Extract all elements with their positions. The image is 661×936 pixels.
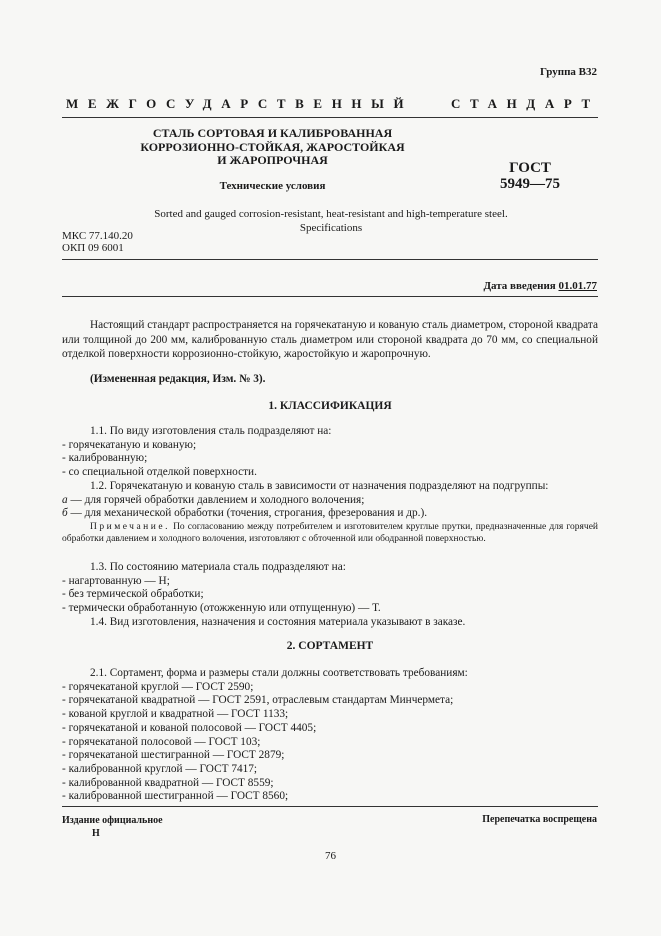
list-item: - калиброванной шестигранной — ГОСТ 8560; <box>62 790 289 803</box>
title-line-1: СТАЛЬ СОРТОВАЯ И КАЛИБРОВАННАЯ <box>152 126 393 140</box>
official-edition-label: Издание официальное <box>62 815 163 826</box>
list-item: - горячекатаной квадратной — ГОСТ 2591, отраслевым стандартам Минчермета; <box>62 694 454 707</box>
gost-number: 5949—75 <box>500 176 560 192</box>
list-item: - без термической обработки; <box>62 588 204 601</box>
list-item: - горячекатаной и кованой полосовой — ГОСТ 4405; <box>62 721 317 734</box>
note <box>62 521 598 545</box>
gost-designation <box>495 160 565 192</box>
section-1-body-cont <box>62 561 598 630</box>
okp-code: ОКП 09 6001 <box>62 242 124 254</box>
subgroup-b <box>62 507 598 521</box>
subtitle: Технические условия <box>219 180 326 192</box>
date-rule <box>62 296 598 297</box>
official-mark: Н <box>92 828 100 839</box>
introduction-date <box>483 280 597 292</box>
subgroup-b-text: — для механической обработки (точения, строгания, фрезерования и др.). <box>67 507 428 520</box>
title-line-2: КОРРОЗИОННО-СТОЙКАЯ, ЖАРОСТОЙКАЯ <box>140 139 405 154</box>
subgroup-b-letter: б <box>62 507 68 520</box>
list-item: - горячекатаной шестигранной — ГОСТ 2879; <box>62 749 285 762</box>
english-title-line-2: Specifications <box>299 222 363 234</box>
classification-codes <box>62 230 133 254</box>
list-item: - нагартованную — Н; <box>62 574 170 587</box>
list-item: - калиброванной круглой — ГОСТ 7417; <box>62 762 258 775</box>
list-item: - со специальной отделкой поверхности. <box>62 466 257 479</box>
list-item: - термически обработанную (отожженную или отпущенную) — Т. <box>62 602 381 615</box>
english-title-line-1: Sorted and gauged corrosion-resistant, heat-resistant and high-temperature steel. <box>154 208 508 220</box>
list-item: - горячекатаную и кованую; <box>62 438 197 451</box>
official-edition <box>62 814 163 840</box>
note-text: По согласованию между потребителем и изготовителем круглые прутки, предназначенные для горячей обработки давлением и холодного волочения, изготовляют с обточенной или ободранной поверхностью. <box>62 522 598 544</box>
edition-note: (Измененная редакция, Изм. № 3). <box>90 373 266 385</box>
section-2-body <box>62 667 598 804</box>
reprint-notice: Перепечатка воспрещена <box>482 814 597 825</box>
section-2-heading: 2. СОРТАМЕНТ <box>286 640 374 652</box>
title-line-3: И ЖАРОПРОЧНАЯ <box>217 153 328 167</box>
clause-1-4: 1.4. Вид изготовления, назначения и состояния материала указывают в заказе. <box>90 615 466 628</box>
clause-1-2: 1.2. Горячекатаную и кованую сталь в зависимости от назначения подразделяют на подгруппы: <box>90 479 549 492</box>
interstate-label: МЕЖГОСУДАРСТВЕННЫЙ <box>66 96 414 111</box>
date-value: 01.01.77 <box>558 280 597 292</box>
group-code: Группа В32 <box>539 66 597 78</box>
list-item: - калиброванную; <box>62 452 148 465</box>
list-item: - горячекатаной круглой — ГОСТ 2590; <box>62 680 254 693</box>
section-1-heading: 1. КЛАССИФИКАЦИЯ <box>268 400 392 412</box>
list-item: - кованой круглой и квадратной — ГОСТ 1133; <box>62 708 289 721</box>
clause-1-1: 1.1. По виду изготовления сталь подразделяют на: <box>90 425 332 437</box>
subgroup-a <box>62 494 598 508</box>
subgroup-a-text: — для горячей обработки давлением и холодного волочения; <box>67 493 365 506</box>
date-label: Дата введения <box>483 280 556 292</box>
document-title <box>110 127 435 168</box>
page-number: 76 <box>325 850 336 862</box>
standard-label: СТАНДАРТ <box>451 96 600 111</box>
codes-rule <box>62 259 598 260</box>
list-item: - калиброванной квадратной — ГОСТ 8559; <box>62 776 274 789</box>
intro-paragraph: Настоящий стандарт распространяется на горячекатаную и кованую сталь диаметром, стороной квадрата или толщиной до 200 мм, калиброванную сталь диаметром или стороной квадрата до 70 мм, со специальной отделкой поверхности коррозионно-стойкую, жаростойкую и жаропрочную. <box>62 319 598 360</box>
section-1-body <box>62 425 598 521</box>
mks-code: МКС 77.140.20 <box>62 230 133 242</box>
gost-label: ГОСТ <box>509 160 551 176</box>
clause-1-3: 1.3. По состоянию материала сталь подразделяют на: <box>90 561 346 573</box>
header-rule <box>62 117 598 118</box>
english-title <box>66 207 596 235</box>
note-label: Примечание. <box>90 522 170 532</box>
list-item: - горячекатаной полосовой — ГОСТ 103; <box>62 735 261 748</box>
subgroup-a-letter: а <box>62 493 68 506</box>
footer-rule <box>62 806 598 807</box>
clause-2-1: 2.1. Сортамент, форма и размеры стали должны соответствовать требованиям: <box>90 667 468 679</box>
